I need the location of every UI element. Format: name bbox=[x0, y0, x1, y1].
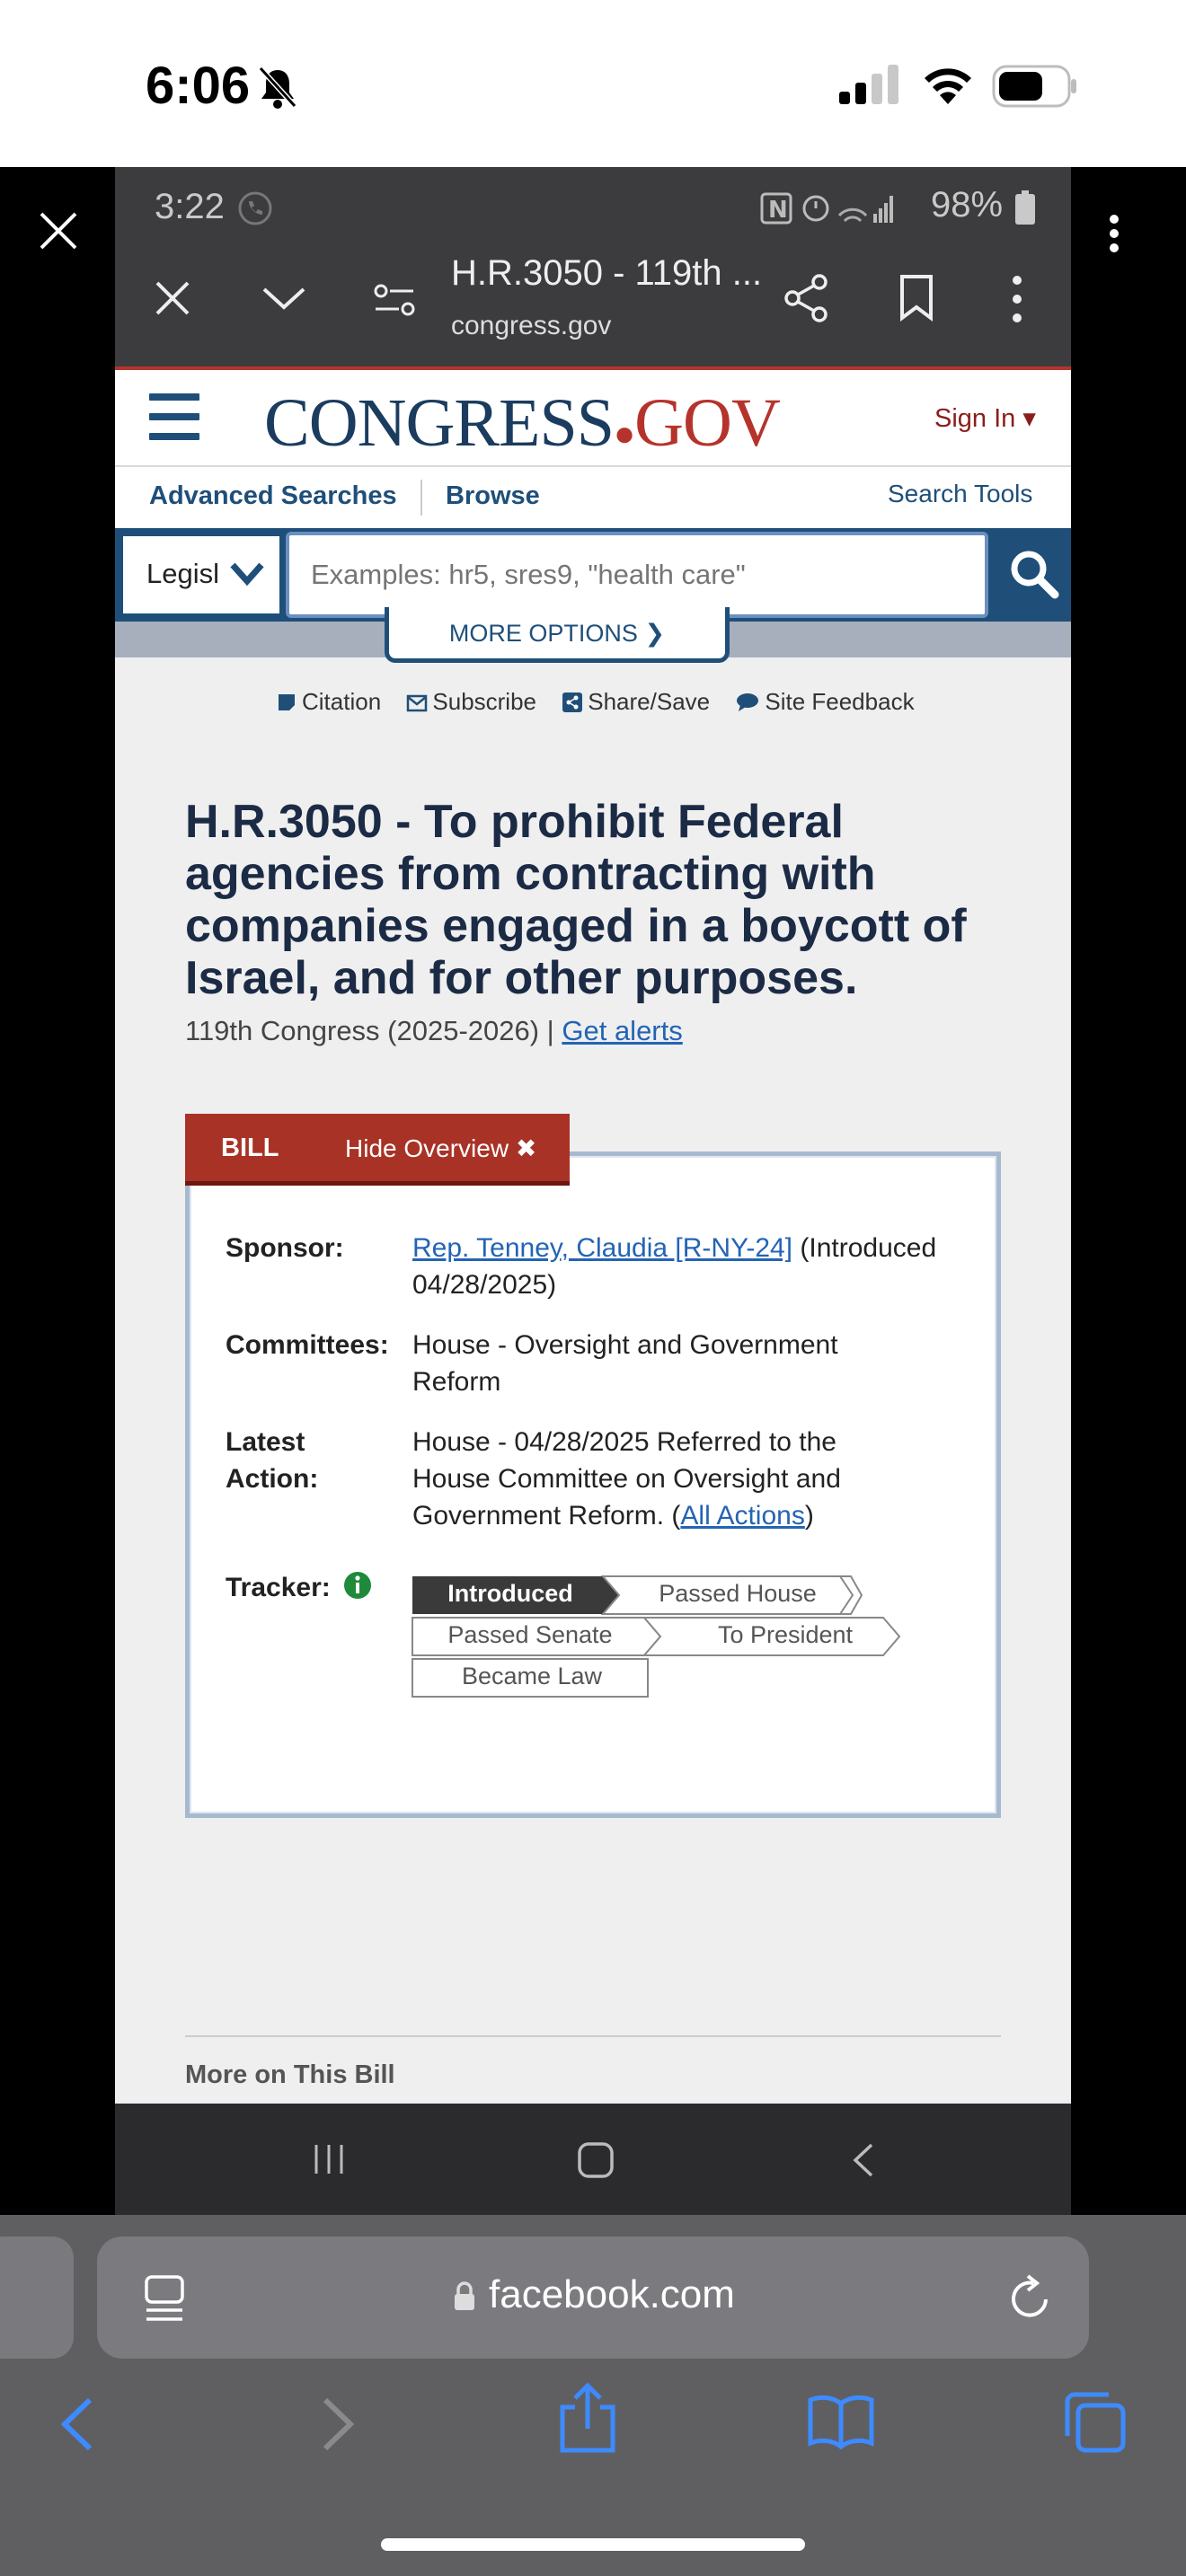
share-save-link[interactable]: Share/Save bbox=[562, 688, 710, 716]
bill-overview-box bbox=[185, 1151, 1001, 1818]
close-tab-icon[interactable] bbox=[153, 278, 192, 318]
citation-link[interactable]: Citation bbox=[277, 688, 381, 716]
web-page bbox=[115, 366, 1071, 2104]
advanced-searches-link[interactable]: Advanced Searches bbox=[149, 481, 397, 510]
chevron-down-icon[interactable] bbox=[261, 284, 307, 313]
svg-text:N: N bbox=[768, 197, 788, 224]
silent-bell-icon bbox=[257, 65, 298, 110]
wifi-icon bbox=[920, 63, 976, 108]
bookmarks-icon[interactable] bbox=[807, 2393, 875, 2448]
android-screenshot bbox=[115, 167, 1071, 2215]
info-icon[interactable] bbox=[343, 1571, 372, 1600]
bill-tab-label: BILL bbox=[221, 1134, 279, 1162]
ios-status-bar bbox=[0, 0, 1186, 167]
get-alerts-link[interactable]: Get alerts bbox=[562, 1015, 683, 1046]
latest-action-label: Latest Action: bbox=[226, 1427, 319, 1494]
share-icon[interactable] bbox=[783, 273, 830, 323]
sub-navigation bbox=[115, 467, 1071, 528]
committees-value: House - Oversight and Government Reform bbox=[412, 1330, 838, 1397]
tracker-passed-house: Passed House bbox=[659, 1580, 817, 1607]
search-tools-link[interactable]: Search Tools bbox=[888, 480, 1033, 507]
recent-apps-icon[interactable] bbox=[311, 2141, 347, 2177]
site-logo[interactable]: CONGRESS●GOV bbox=[264, 385, 780, 461]
previous-tab-preview[interactable] bbox=[0, 2236, 74, 2359]
tab-domain: congress.gov bbox=[451, 311, 612, 340]
android-battery-level: 98% bbox=[931, 185, 1004, 225]
home-indicator bbox=[381, 2538, 805, 2551]
search-input[interactable] bbox=[286, 532, 988, 618]
search-scope-select[interactable] bbox=[120, 534, 282, 616]
chevron-down-icon bbox=[229, 561, 265, 587]
subscribe-link[interactable]: Subscribe bbox=[407, 688, 536, 716]
search-scope-value: Legisl bbox=[146, 558, 219, 589]
tracker-to-president: To President bbox=[717, 1621, 854, 1648]
more-options-button[interactable]: MORE OPTIONS ❯ bbox=[385, 607, 730, 663]
tabs-icon[interactable] bbox=[1062, 2389, 1127, 2454]
back-icon[interactable] bbox=[852, 2141, 875, 2179]
search-button[interactable] bbox=[999, 528, 1071, 622]
browse-link[interactable]: Browse bbox=[446, 481, 540, 510]
android-nav-bar bbox=[115, 2104, 1071, 2215]
cellular-signal-icon bbox=[837, 65, 902, 106]
chrome-menu-icon[interactable] bbox=[1008, 275, 1026, 323]
forward-arrow-icon bbox=[320, 2396, 356, 2452]
sign-in-button[interactable]: Sign In ▾ bbox=[934, 404, 1036, 433]
sponsor-value: Rep. Tenney, Claudia [R-NY-24] (Introduced 04/28/2025) bbox=[412, 1233, 937, 1300]
citation-icon bbox=[277, 693, 296, 712]
bill-tab bbox=[185, 1114, 570, 1186]
committees-label: Committees: bbox=[226, 1330, 389, 1360]
ios-clock: 6:06 bbox=[146, 57, 251, 115]
android-status-icons bbox=[762, 189, 897, 228]
speech-bubble-icon bbox=[736, 693, 759, 712]
nav-divider bbox=[420, 480, 422, 516]
envelope-icon bbox=[407, 694, 427, 712]
sponsor-link[interactable]: Rep. Tenney, Claudia [R-NY-24] bbox=[412, 1233, 793, 1263]
bookmark-icon[interactable] bbox=[898, 273, 934, 322]
call-icon bbox=[237, 190, 273, 226]
tracker-passed-senate: Passed Senate bbox=[447, 1621, 613, 1648]
page-title: H.R.3050 - To prohibit Federal agencies from contracting with companies engaged in a boycott of Israel, and for other purposes. bbox=[185, 796, 967, 1004]
sponsor-label: Sponsor: bbox=[226, 1233, 344, 1263]
android-clock: 3:22 bbox=[155, 187, 225, 226]
site-settings-icon[interactable] bbox=[374, 282, 415, 318]
tracker-introduced: Introduced bbox=[447, 1580, 573, 1607]
page-tool-links bbox=[277, 688, 934, 716]
home-icon[interactable] bbox=[577, 2141, 615, 2179]
battery-icon bbox=[992, 65, 1078, 108]
share-icon[interactable] bbox=[557, 2382, 618, 2454]
share-icon bbox=[562, 693, 582, 712]
reload-icon[interactable] bbox=[1006, 2272, 1053, 2323]
tab-title: H.R.3050 - 119th ... bbox=[451, 253, 763, 293]
site-header bbox=[115, 366, 1071, 467]
site-feedback-link[interactable]: Site Feedback bbox=[736, 688, 914, 716]
tracker-became-law: Became Law bbox=[461, 1663, 603, 1689]
more-on-bill-heading: More on This Bill bbox=[185, 2060, 395, 2089]
search-icon bbox=[1008, 548, 1060, 600]
reader-mode-icon[interactable] bbox=[144, 2274, 185, 2323]
tracker-label: Tracker: bbox=[226, 1569, 372, 1606]
congress-session: 119th Congress (2025-2026) | Get alerts bbox=[185, 1015, 683, 1046]
hamburger-menu-icon[interactable] bbox=[149, 393, 199, 440]
more-vertical-icon[interactable] bbox=[1098, 214, 1130, 253]
hide-overview-button[interactable]: Hide Overview ✖ bbox=[345, 1134, 537, 1162]
latest-action-value: House - 04/28/2025 Referred to the House Committee on Oversight and Government Reform. (All Actions) bbox=[412, 1427, 841, 1531]
section-divider bbox=[185, 2035, 1001, 2037]
back-arrow-icon[interactable] bbox=[59, 2396, 95, 2452]
lock-icon bbox=[453, 2281, 476, 2312]
close-icon[interactable] bbox=[36, 208, 81, 253]
address-bar-url: facebook.com bbox=[489, 2272, 735, 2316]
all-actions-link[interactable]: All Actions bbox=[680, 1501, 805, 1531]
android-battery-icon bbox=[1015, 190, 1035, 225]
